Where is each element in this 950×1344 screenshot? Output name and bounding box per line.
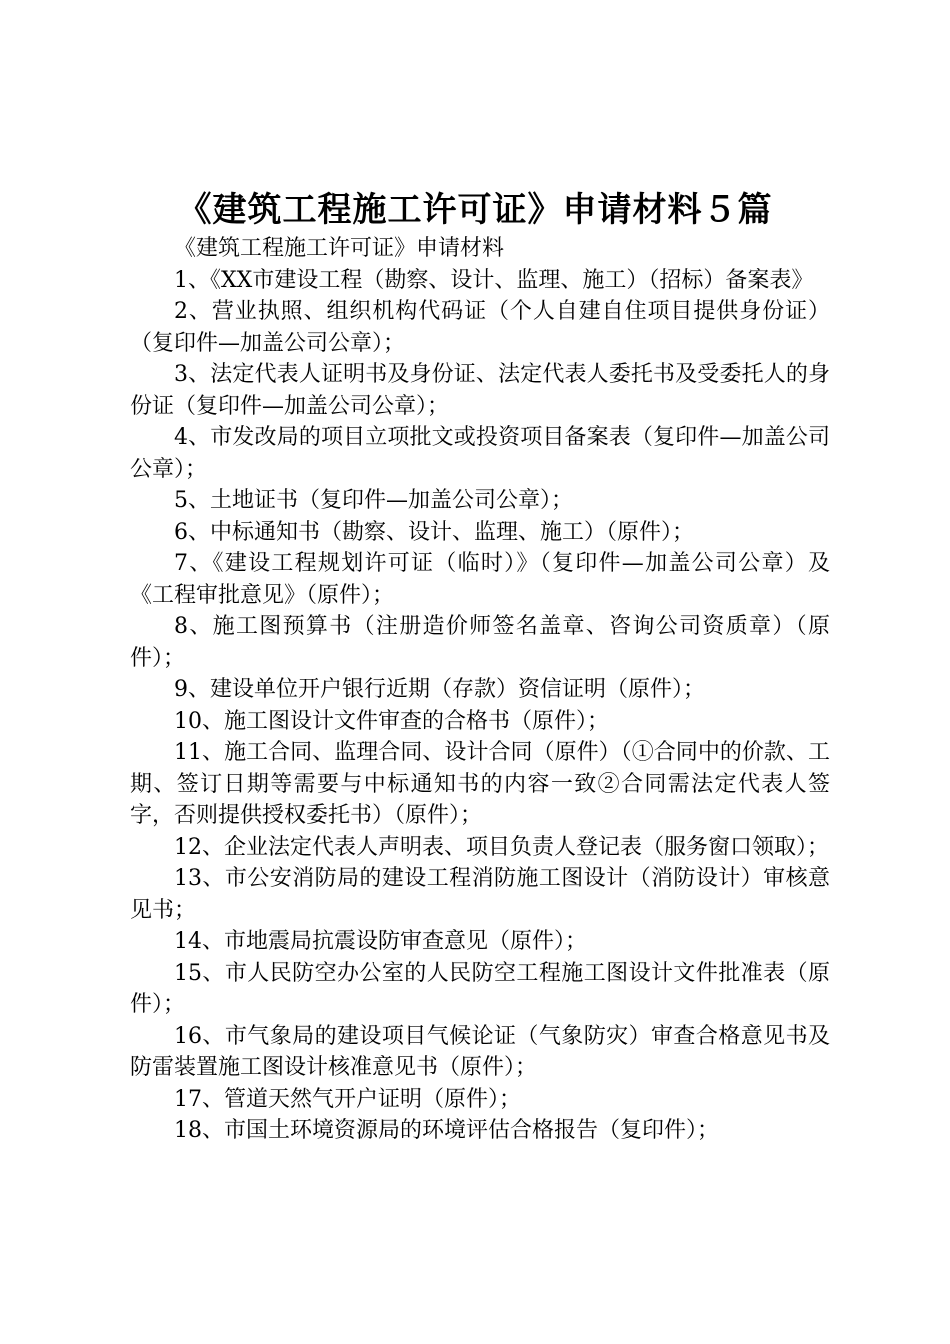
list-item: 16、市气象局的建设项目气候论证（气象防灾）审查合格意见书及防雷装置施工图设计核准意见书（原件）； bbox=[130, 1023, 830, 1080]
list-item: 6、中标通知书（勘察、设计、监理、施工）（原件）； bbox=[174, 519, 694, 545]
document-body bbox=[130, 233, 830, 1147]
document-subtitle: 《建筑工程施工许可证》申请材料 bbox=[174, 236, 505, 261]
list-item: 8、施工图预算书（注册造价师签名盖章、咨询公司资质章）（原件）； bbox=[130, 614, 830, 671]
list-item: 7、《建设工程规划许可证（临时）》（复印件—加盖公司公章）及《工程审批意见》（原件）； bbox=[130, 551, 830, 608]
list-item: 11、施工合同、监理合同、设计合同（原件）（①合同中的价款、工期、签订日期等需要与中标通知书的内容一致②合同需法定代表人签字，否则提供授权委托书）（原件）； bbox=[130, 740, 830, 828]
list-item: 14、市地震局抗震设防审查意见（原件）； bbox=[174, 929, 587, 954]
list-item: 10、施工图设计文件审查的合格书（原件）； bbox=[174, 708, 609, 734]
list-item: 4、市发改局的项目立项批文或投资项目备案表（复印件—加盖公司公章）； bbox=[130, 425, 830, 482]
list-item: 13、市公安消防局的建设工程消防施工图设计（消防设计）审核意见书； bbox=[130, 866, 830, 923]
list-item: 15、市人民防空办公室的人民防空工程施工图设计文件批准表（原件）； bbox=[130, 960, 830, 1017]
list-item: 18、市国土环境资源局的环境评估合格报告（复印件）； bbox=[174, 1118, 719, 1143]
list-item: 1、《XX市建设工程（勘察、设计、监理、施工）（招标）备案表》 bbox=[174, 267, 814, 293]
list-item: 3、法定代表人证明书及身份证、法定代表人委托书及受委托人的身份证（复印件—加盖公司公章）； bbox=[130, 362, 830, 419]
document-title: 《建筑工程施工许可证》申请材料５篇 bbox=[177, 190, 773, 230]
list-item: 17、管道天然气开户证明（原件）； bbox=[174, 1086, 521, 1112]
list-item: 2、营业执照、组织机构代码证（个人自建自住项目提供身份证）（复印件—加盖公司公章）； bbox=[130, 299, 830, 356]
list-item: 9、建设单位开户银行近期（存款）资信证明（原件）； bbox=[174, 677, 705, 702]
list-item: 5、土地证书（复印件—加盖公司公章）； bbox=[174, 488, 573, 513]
list-item: 12、企业法定代表人声明表、项目负责人登记表（服务窗口领取）； bbox=[174, 834, 829, 860]
